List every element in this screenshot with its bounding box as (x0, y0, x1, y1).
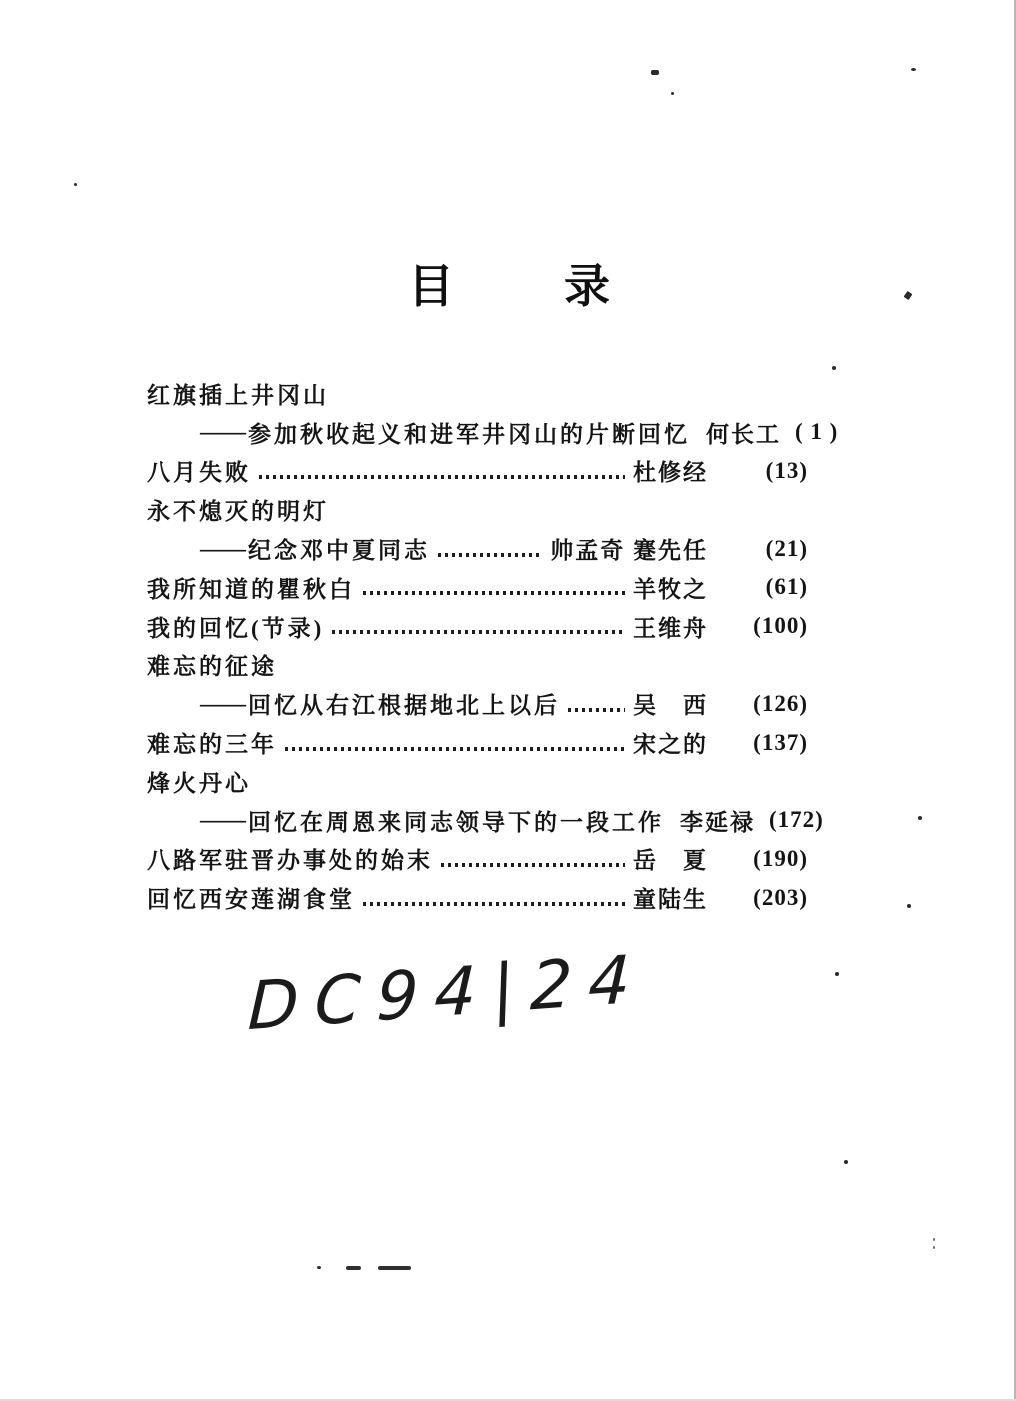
entry-dash: —— (200, 535, 246, 561)
entry-page-number: (21) (765, 535, 808, 561)
scan-speck (651, 70, 659, 75)
entry-dot-leader (363, 902, 625, 906)
toc-entry-row (145, 529, 808, 568)
scan-artifact-dash (378, 1266, 411, 1270)
toc-entry-row (145, 878, 808, 917)
scan-speck (832, 366, 836, 370)
entry-authors: 岳 夏 (633, 848, 708, 874)
scan-speck (74, 183, 77, 186)
entry-title: 我的回忆(节录) (147, 615, 325, 641)
scan-speck (933, 1246, 935, 1249)
scan-speck (317, 1266, 321, 1269)
entry-dot-leader (441, 863, 625, 867)
entry-page-number: (13) (765, 457, 808, 483)
scan-artifact-dash (346, 1266, 361, 1270)
scan-speck (911, 68, 916, 71)
entry-dot-leader (285, 747, 625, 751)
scan-speck (904, 291, 913, 300)
entry-page-number: (190) (753, 845, 808, 871)
entry-authors: 帅孟奇 蹇先任 (550, 538, 708, 564)
entry-page-number: (126) (753, 690, 808, 716)
toc-entry-row (145, 684, 808, 723)
entry-authors: 李延禄 (680, 809, 755, 835)
entry-title: 我所知道的瞿秋白 (147, 576, 355, 602)
scan-speck (844, 1160, 848, 1164)
scan-speck (918, 816, 922, 820)
toc-entry-row (145, 413, 839, 452)
entry-dash: —— (200, 690, 246, 716)
toc-entry-row (145, 840, 808, 879)
entry-title: 红旗插上井冈山 (147, 382, 329, 408)
toc-entry-row (145, 452, 808, 491)
toc-entry-row (145, 801, 824, 840)
toc-entry-row (145, 374, 808, 413)
entry-dot-leader (259, 475, 625, 479)
entry-title: 难忘的三年 (147, 732, 277, 758)
handwritten-call-number: DC94|24 (246, 939, 648, 1046)
entry-authors: 何长工 (706, 421, 781, 447)
entry-title: 八路军驻晋办事处的始末 (147, 848, 433, 874)
entry-dot-leader (568, 708, 625, 712)
entry-dot-leader (332, 630, 625, 634)
entry-page-number: (61) (765, 574, 808, 600)
entry-title: 永不熄灭的明灯 (147, 499, 329, 525)
entry-dot-leader (363, 591, 625, 595)
toc-list (145, 374, 839, 917)
entry-title: 回忆从右江根据地北上以后 (248, 693, 560, 719)
entry-title: 难忘的征途 (147, 654, 277, 680)
entry-page-number: (100) (753, 613, 808, 639)
entry-dash: —— (200, 419, 246, 445)
scan-speck (671, 92, 674, 95)
entry-authors: 童陆生 (633, 887, 708, 913)
entry-authors: 宋之的 (633, 732, 708, 758)
scan-speck (835, 972, 839, 976)
entry-page-number: (137) (753, 729, 808, 755)
toc-entry-row (145, 723, 808, 762)
scan-speck (907, 904, 911, 908)
entry-authors: 羊牧之 (633, 576, 708, 602)
entry-title: 回忆在周恩来同志领导下的一段工作 (248, 809, 664, 835)
entry-page-number: (203) (753, 884, 808, 910)
entry-authors: 王维舟 (633, 615, 708, 641)
toc-entry-row (145, 762, 808, 801)
entry-authors: 杜修经 (633, 460, 708, 486)
entry-authors: 吴 西 (633, 693, 708, 719)
toc-entry-row (145, 568, 808, 607)
entry-page-number: ( 1 ) (795, 419, 839, 445)
entry-page-number: (172) (769, 807, 824, 833)
toc-entry-row (145, 646, 808, 685)
entry-title: 参加秋收起义和进军井冈山的片断回忆 (248, 421, 690, 447)
entry-title: 八月失败 (147, 460, 251, 486)
entry-title: 纪念邓中夏同志 (248, 538, 430, 564)
scan-speck (933, 1238, 935, 1241)
entry-title: 烽火丹心 (147, 770, 251, 796)
toc-entry-row (145, 490, 808, 529)
page-title: 目 录 (408, 261, 616, 312)
entry-dash: —— (200, 807, 246, 833)
toc-entry-row (145, 607, 808, 646)
entry-dot-leader (438, 553, 542, 557)
entry-title: 回忆西安莲湖食堂 (147, 887, 355, 913)
